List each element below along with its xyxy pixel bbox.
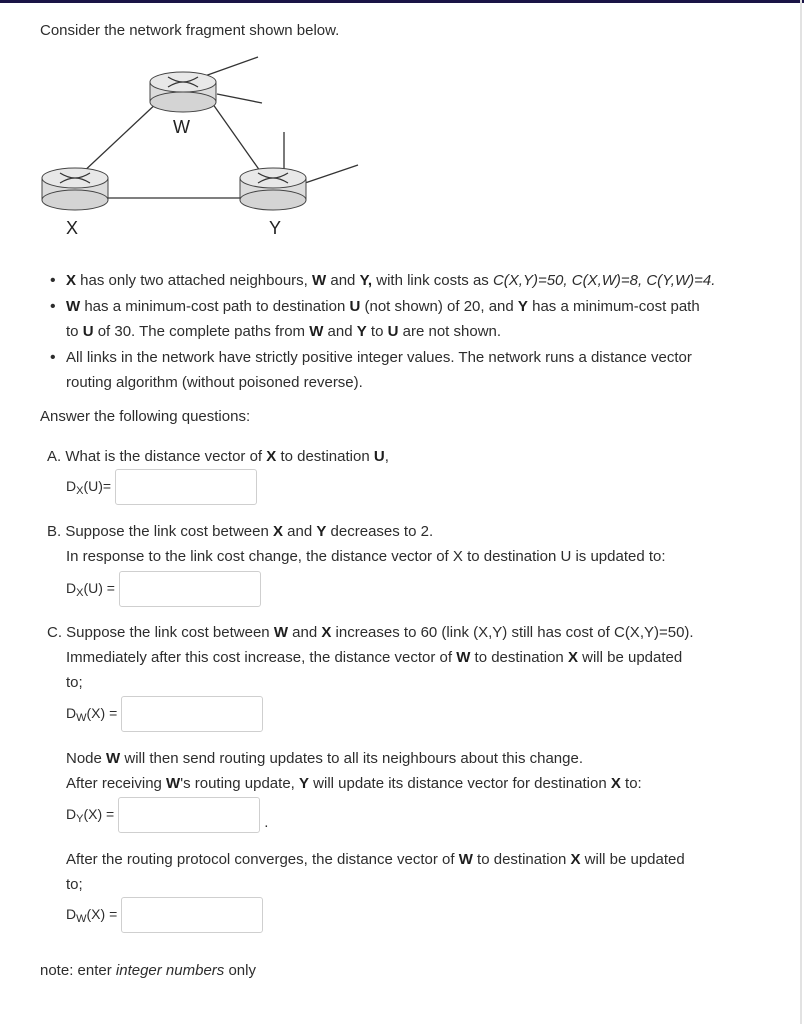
answer-row-a [66,469,257,505]
dx-u-label-b: $D_X(U)$ = [66,579,115,599]
page-right-border [800,0,802,1024]
top-accent-bar [0,0,804,3]
bullet-list [50,268,780,396]
link-y-out2 [305,165,358,183]
answer-row-c3 [66,897,263,933]
answer-input-c2[interactable] [118,797,260,833]
bullet-item-3: • All links in the network have strictly positive integer values. The network runs a distance vector routing algorithm (without poisoned reverse). [50,345,780,395]
dw-x-label-1: $D_W(X)$ = [66,704,118,724]
link-w-x [80,100,160,175]
network-diagram [30,50,380,250]
link-w-out1 [202,57,258,77]
answer-input-b[interactable] [119,571,261,607]
answer-row-c2 [66,797,268,833]
link-w-out2 [217,94,262,103]
node-label-x: X [66,218,79,238]
question-a-text: A. What is the distance vector of X to destination U, [47,448,389,465]
note-text: note: enter integer numbers only [40,962,256,979]
period-mark: . [264,813,269,831]
dy-x-label: $D_Y(X)$ = [66,805,115,825]
router-icon-y [240,168,306,210]
bullet-item-2: • W has a minimum-cost path to destination U (not shown) of 20, and Y has a minimum-cost path to U of 30. The complete paths from W and Y to U are not shown. [50,294,780,344]
answer-row-b [66,571,261,607]
answer-row-c1 [66,696,263,732]
question-b-text: B. Suppose the link cost between X and Y decreases to 2. In response to the link cost change, the distance vector of X to destination U is updated to: [47,523,666,565]
intro-text: Consider the network fragment shown below. [40,22,340,39]
router-icon-w [150,72,216,112]
question-c-converge: After the routing protocol converges, the distance vector of W to destination X will be updated to; [66,851,685,893]
question-c-text: C. Suppose the link cost between W and X increases to 60 (link (X,Y) still has cost of C(X,Y)=50). Immediately after this cost increase, the distance vector of W to destination X will be updated to; [47,624,694,691]
bullet-item-1: • X has only two attached neighbours, W and Y, with link costs as C(X,Y)=50, C(X,W)=8, C(Y,W)=4. [50,268,780,293]
question-c-followup: Node W will then send routing updates to all its neighbours about this change. After receiving W's routing update, Y will update its distance vector for destination X to: [66,750,642,792]
answer-input-c3[interactable] [121,897,263,933]
answer-prompt: Answer the following questions: [40,408,251,425]
node-label-w: W [173,117,190,137]
dw-x-label-2: $D_W(X)$ = [66,905,118,925]
answer-input-c1[interactable] [121,696,263,732]
link-w-y [210,100,265,178]
answer-input-a[interactable] [115,469,257,505]
node-label-y: Y [269,218,282,238]
dx-u-label: $D_X(U)=$ [66,477,112,497]
router-icon-x [42,168,108,210]
